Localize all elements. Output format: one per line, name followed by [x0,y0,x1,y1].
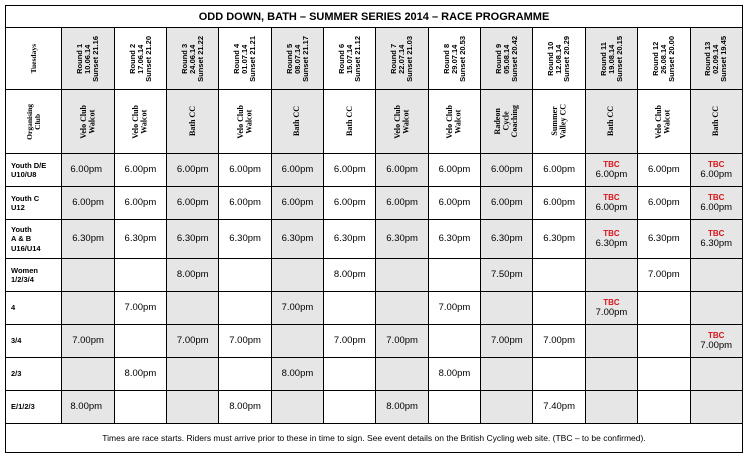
start-time-cell [62,187,114,220]
start-time: 6.00pm [386,197,418,209]
start-time-cell [481,259,533,292]
tbc-badge: TBC [708,330,725,340]
start-time-cell [690,391,743,424]
table-row [6,325,743,358]
start-time-cell [428,220,480,259]
start-time-cell [324,358,376,391]
round-header-3 [167,28,219,90]
start-time-cell [62,154,114,187]
start-time-cell [481,154,533,187]
start-time-cell [62,292,114,325]
start-time-cell [324,220,376,259]
start-time-cell [481,358,533,391]
start-time-cell [376,391,428,424]
start-time-cell [533,220,585,259]
start-time-cell [271,259,323,292]
table-row [6,154,743,187]
race-category: E/1/2/3 [6,391,62,424]
start-time-cell [324,325,376,358]
start-time-cell [271,325,323,358]
start-time: 8.00pm [281,368,314,380]
start-time: 6.30pm [176,233,209,245]
start-time-cell [376,187,428,220]
start-time: 6.00pm [124,197,157,209]
title-row [6,6,743,28]
start-time: 8.00pm [438,368,471,380]
organising-club-2 [114,90,166,154]
start-time: 6.00pm [647,164,680,176]
start-time-cell [638,154,690,187]
start-time: 8.00pm [333,269,366,281]
start-time: 6.00pm [700,169,733,181]
start-time-cell [428,259,480,292]
start-time-cell [533,292,585,325]
start-time-cell [638,220,690,259]
start-time-cell [533,325,585,358]
start-time: 8.00pm [124,368,157,380]
start-time: 7.00pm [281,302,314,314]
start-time: 6.00pm [700,202,733,214]
organising-club-6 [324,90,376,154]
start-time: 6.00pm [386,164,418,176]
start-time-cell [114,187,166,220]
start-time-cell [114,292,166,325]
start-time-cell [533,187,585,220]
round-header-11 [585,28,637,90]
start-time-cell [324,292,376,325]
start-time-cell [638,358,690,391]
start-time-cell [219,391,271,424]
page-title: ODD DOWN, BATH – SUMMER SERIES 2014 – RACE PROGRAMME [6,6,743,28]
start-time: 7.00pm [438,302,471,314]
start-time: 8.00pm [70,401,103,413]
start-time-cell [167,187,219,220]
start-time: 7.00pm [124,302,157,314]
race-programme-sheet [5,5,743,466]
club-name: Radeon Cycle Coaching [493,105,519,138]
start-time-cell [585,358,637,391]
start-time-cell [481,391,533,424]
club-name: Velo Club Walcot [654,104,672,139]
start-time-cell [585,292,637,325]
start-time-cell [533,358,585,391]
start-time: 6.00pm [438,164,471,176]
start-time: 7.00pm [490,335,523,347]
start-time: 6.00pm [176,197,209,209]
start-time: 6.30pm [647,233,680,245]
round-label: Round 10 12.08.14 Sunset 20.29 [546,35,572,82]
start-time-cell [638,187,690,220]
race-category: 2/3 [6,358,62,391]
tbc-badge: TBC [603,192,620,202]
start-time-cell [481,220,533,259]
footer-row [6,424,743,453]
start-time-cell [114,391,166,424]
organising-club-label: Organising Club [24,103,42,140]
start-time-cell [219,325,271,358]
start-time: 6.00pm [647,197,680,209]
organising-club-5 [271,90,323,154]
start-time-cell [167,154,219,187]
race-category: Women 1/2/3/4 [6,259,62,292]
start-time: 7.00pm [72,335,104,347]
club-name: Summer Valley CC [549,104,568,139]
start-time-cell [114,325,166,358]
start-time: 6.00pm [229,164,261,176]
start-time-cell [219,358,271,391]
start-time: 7.00pm [386,335,418,347]
start-time-cell [428,187,480,220]
start-time-cell [638,325,690,358]
round-label: Round 4 01.07.14 Sunset 21.21 [232,35,258,82]
table-row [6,358,743,391]
round-label: Round 6 15.07.14 Sunset 21.12 [336,35,362,82]
club-name: Velo Club Walcot [392,104,411,139]
start-time-cell [219,292,271,325]
start-time-cell [585,259,637,292]
organising-club-3 [167,90,219,154]
start-time: 6.00pm [438,197,471,209]
start-time: 7.00pm [229,335,261,347]
tbc-badge: TBC [603,297,620,307]
round-header-12 [638,28,690,90]
tbc-badge: TBC [708,192,725,202]
round-header-7 [376,28,428,90]
start-time: 8.00pm [176,269,209,281]
start-time-cell [585,187,637,220]
round-header-6 [324,28,376,90]
start-time-cell [62,325,114,358]
start-time: 8.00pm [386,401,418,413]
table-row [6,292,743,325]
start-time-cell [533,391,585,424]
start-time: 6.30pm [229,233,261,245]
table-row [6,391,743,424]
start-time-cell [376,259,428,292]
start-time-cell [271,220,323,259]
start-time-cell [271,358,323,391]
start-time: 6.00pm [72,197,104,209]
round-header-5 [271,28,323,90]
start-time: 6.30pm [281,233,314,245]
start-time-cell [638,391,690,424]
round-label: Round 13 02.09.14 Sunset 19.45 [703,35,729,82]
start-time-cell [324,187,376,220]
start-time-cell [324,154,376,187]
round-header-1 [62,28,114,90]
organising-club-8 [428,90,480,154]
round-header-9 [481,28,533,90]
round-label: Round 7 22.07.14 Sunset 21.03 [389,35,415,82]
start-time-cell [324,259,376,292]
table-row [6,187,743,220]
start-time: 6.00pm [281,197,314,209]
start-time-cell [62,391,114,424]
start-time-cell [167,391,219,424]
start-time-cell [376,154,428,187]
start-time-cell [481,325,533,358]
round-label: Round 9 05.08.14 Sunset 20.42 [493,35,519,82]
start-time-cell [428,325,480,358]
start-time: 6.30pm [386,233,418,245]
club-name: Bath CC [292,106,302,137]
start-time-cell [324,391,376,424]
start-time: 6.00pm [281,164,314,176]
start-time-cell [271,187,323,220]
start-time-cell [167,325,219,358]
start-time-cell [114,358,166,391]
start-time-cell [481,292,533,325]
start-time-cell [271,154,323,187]
organising-club-7 [376,90,428,154]
start-time: 6.30pm [595,238,628,250]
start-time-cell [690,358,743,391]
start-time-cell [167,292,219,325]
round-label: Round 3 24.06.14 Sunset 21.22 [179,35,205,82]
start-time-cell [585,220,637,259]
club-name: Velo Club Walcot [445,104,463,139]
organising-club-12 [638,90,690,154]
start-time: 7.00pm [176,335,209,347]
organising-club-10 [533,90,585,154]
start-time: 6.00pm [490,164,523,176]
start-time: 6.00pm [70,164,103,176]
start-time-cell [114,220,166,259]
start-time-cell [638,292,690,325]
start-time: 7.50pm [490,269,523,281]
race-programme-table [5,5,743,453]
club-name: Bath CC [187,106,197,137]
organising-club-row [6,90,743,154]
start-time-cell [376,292,428,325]
race-category: 4 [6,292,62,325]
start-time: 6.30pm [543,233,575,245]
start-time: 7.00pm [333,335,366,347]
organising-club-header [6,90,62,154]
round-label: Round 12 26.08.14 Sunset 20.00 [651,35,676,82]
round-label: Round 5 08.07.14 Sunset 21.17 [284,35,310,82]
club-name: Velo Club Walcot [131,104,149,139]
start-time-cell [114,259,166,292]
round-label: Round 1 10.06.14 Sunset 21.16 [75,35,100,82]
round-header-10 [533,28,585,90]
start-time-cell [690,154,743,187]
organising-club-1 [62,90,114,154]
round-label: Round 8 29.07.14 Sunset 20.53 [441,35,467,82]
start-time-cell [690,325,743,358]
round-label: Round 11 19.08.14 Sunset 20.15 [598,35,624,82]
start-time: 8.00pm [229,401,261,413]
start-time: 7.00pm [700,340,733,352]
tbc-badge: TBC [603,228,620,238]
start-time: 6.00pm [595,169,628,181]
start-time-cell [167,220,219,259]
organising-club-13 [690,90,743,154]
club-name: Velo Club Walcot [235,104,254,139]
start-time-cell [585,391,637,424]
tbc-badge: TBC [708,159,725,169]
race-category: Youth A & B U16/U14 [6,220,62,259]
start-time-cell [376,220,428,259]
start-time-cell [690,292,743,325]
start-time-cell [585,154,637,187]
round-header-8 [428,28,480,90]
start-time-cell [428,292,480,325]
start-time-cell [62,358,114,391]
tuesdays-label: Tuesdays [28,43,38,74]
club-name: Bath CC [606,106,616,137]
start-time: 6.30pm [72,233,104,245]
start-time-cell [376,325,428,358]
start-time-cell [690,187,743,220]
start-time-cell [62,259,114,292]
start-time: 7.00pm [595,307,628,319]
tuesdays-header [6,28,62,90]
start-time: 6.00pm [543,164,575,176]
start-time-cell [219,259,271,292]
start-time-cell [219,154,271,187]
start-time-cell [428,391,480,424]
start-time-cell [219,220,271,259]
start-time: 6.30pm [333,233,366,245]
start-time: 6.30pm [124,233,157,245]
round-label: Round 2 17.06.14 Sunset 21.20 [127,35,153,82]
round-header-4 [219,28,271,90]
start-time-cell [376,358,428,391]
start-time-cell [167,259,219,292]
start-time: 6.00pm [124,164,157,176]
organising-club-9 [481,90,533,154]
start-time-cell [690,220,743,259]
start-time: 6.30pm [700,238,733,250]
start-time: 7.40pm [543,401,575,413]
tbc-badge: TBC [603,159,620,169]
start-time: 6.00pm [333,197,366,209]
start-time-cell [585,325,637,358]
start-time-cell [114,154,166,187]
start-time: 7.00pm [647,269,680,281]
organising-club-11 [585,90,637,154]
start-time-cell [62,220,114,259]
start-time: 6.00pm [543,197,575,209]
race-category: Youth D/E U10/U8 [6,154,62,187]
race-category: Youth C U12 [6,187,62,220]
round-header-2 [114,28,166,90]
club-name: Bath CC [711,106,721,137]
start-time-cell [428,358,480,391]
start-time-cell [219,187,271,220]
start-time: 6.30pm [438,233,471,245]
round-header-13 [690,28,743,90]
club-name: Bath CC [344,106,354,137]
start-time: 6.30pm [490,233,523,245]
start-time-cell [428,154,480,187]
table-row [6,220,743,259]
start-time-cell [690,259,743,292]
round-header-row [6,28,743,90]
footer-note: Times are race starts. Riders must arrive prior to these in time to sign. See event details on the British Cycling web site. (TBC – to be confirmed). [6,424,743,453]
start-time: 6.00pm [229,197,261,209]
race-category: 3/4 [6,325,62,358]
start-time-cell [638,259,690,292]
start-time-cell [167,358,219,391]
start-time-cell [533,154,585,187]
start-time-cell [271,292,323,325]
start-time: 6.00pm [176,164,209,176]
start-time-cell [481,187,533,220]
start-time: 6.00pm [333,164,366,176]
start-time-cell [533,259,585,292]
organising-club-4 [219,90,271,154]
tbc-badge: TBC [708,228,725,238]
start-time: 6.00pm [595,202,628,214]
start-time: 7.00pm [543,335,575,347]
club-name: Velo Club Walcot [78,104,97,139]
start-time: 6.00pm [490,197,523,209]
table-row [6,259,743,292]
start-time-cell [271,391,323,424]
